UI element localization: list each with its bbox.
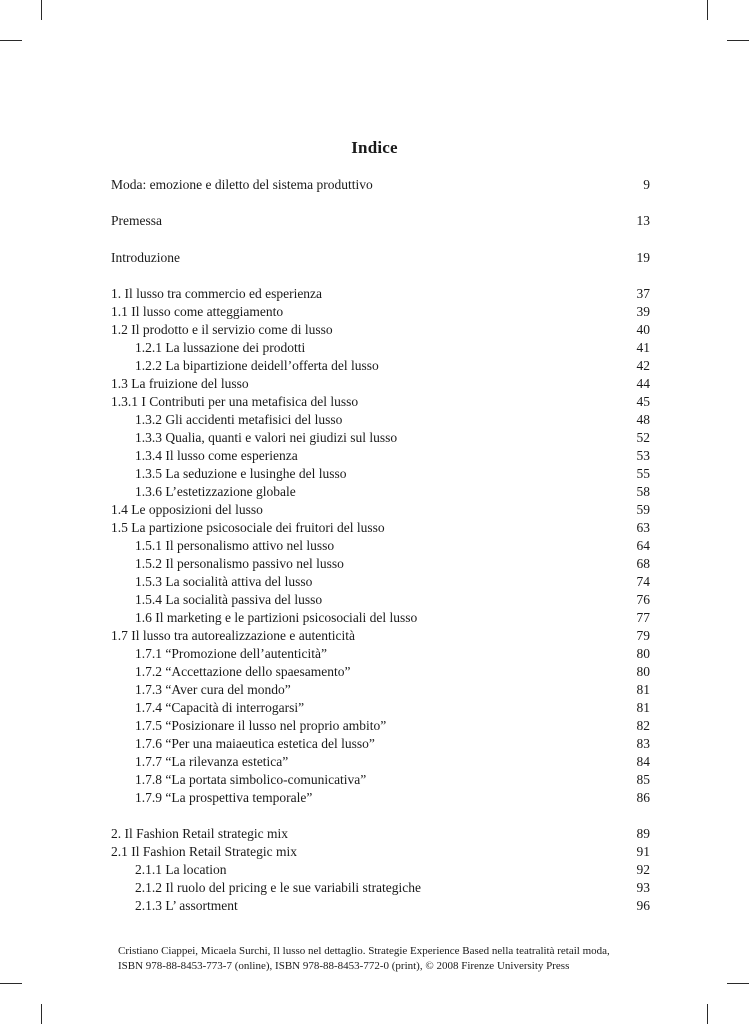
toc-entry[interactable] [111, 843, 650, 861]
toc-entry[interactable] [111, 591, 650, 609]
toc-entry-page-number: 45 [636, 394, 650, 409]
toc-entry-label: 1.7.3 “Aver cura del mondo” [135, 682, 291, 697]
footer-citation [118, 944, 678, 974]
toc-entry-page-number: 81 [636, 682, 650, 697]
toc-entry-label: 1.7.5 “Posizionare il lusso nel proprio ambito” [135, 718, 387, 733]
toc-entry-page-number: 48 [636, 412, 650, 427]
toc-entry-page-number: 92 [636, 862, 650, 877]
toc-entry-label: Premessa [111, 213, 162, 228]
toc-entry-label: 1.7.4 “Capacità di interrogarsi” [135, 700, 305, 715]
toc-entry[interactable] [111, 897, 650, 915]
toc-entry[interactable] [111, 861, 650, 879]
page-title: Indice [351, 138, 398, 157]
toc-entry[interactable] [111, 375, 650, 393]
toc-entry[interactable] [111, 699, 650, 717]
toc-entry[interactable] [111, 429, 650, 447]
toc-entry[interactable] [111, 555, 650, 573]
toc-entry-page-number: 52 [636, 430, 650, 445]
toc-entry[interactable] [111, 357, 650, 375]
crop-mark [41, 1004, 42, 1024]
toc-entry[interactable] [111, 645, 650, 663]
toc-entry-page-number: 80 [636, 646, 650, 661]
toc-entry-label: 1.5.4 La socialità passiva del lusso [135, 592, 323, 607]
toc-entry-page-number: 39 [636, 304, 650, 319]
toc-entry[interactable] [111, 249, 650, 267]
toc-entry-label: 1.5.3 La socialità attiva del lusso [135, 574, 313, 589]
toc-entry-page-number: 42 [636, 358, 650, 373]
crop-mark [727, 983, 749, 984]
toc-entry-page-number: 74 [636, 574, 650, 589]
toc-entry[interactable] [111, 321, 650, 339]
footer-line-2: ISBN 978-88-8453-773-7 (online), ISBN 978-88-8453-772-0 (print), © 2008 Firenze University Press [118, 960, 570, 972]
toc-entry-label: 1.5.1 Il personalismo attivo nel lusso [135, 538, 335, 553]
toc-entry-page-number: 63 [636, 520, 650, 535]
crop-mark [707, 1004, 708, 1024]
crop-mark [707, 0, 708, 20]
toc-entry-page-number: 82 [636, 718, 650, 733]
toc-entry[interactable] [111, 519, 650, 537]
toc-entry-label: 1.6 Il marketing e le partizioni psicosociali del lusso [135, 610, 418, 625]
toc-entry-label: 1.3.6 L’estetizzazione globale [135, 484, 296, 499]
toc-entry-page-number: 93 [636, 880, 650, 895]
toc-entry-page-number: 76 [636, 592, 650, 607]
toc-entry-label: 2. Il Fashion Retail strategic mix [111, 826, 288, 841]
toc-entry[interactable] [111, 537, 650, 555]
toc-entry-label: 2.1 Il Fashion Retail Strategic mix [111, 844, 297, 859]
toc-entry-label: 1.7.2 “Accettazione dello spaesamento” [135, 664, 351, 679]
toc-entry-page-number: 79 [636, 628, 650, 643]
toc-entry[interactable] [111, 212, 650, 230]
toc-entry-label: 1.3.3 Qualia, quanti e valori nei giudizi sul lusso [135, 430, 398, 445]
toc-entry[interactable] [111, 483, 650, 501]
toc-entry-label: 1.7.1 “Promozione dell’autenticità” [135, 646, 327, 661]
toc-entry[interactable] [111, 825, 650, 843]
toc-entry[interactable] [111, 411, 650, 429]
toc-entry-label: 2.1.3 L’ assortment [135, 898, 238, 913]
toc-entry-page-number: 40 [636, 322, 650, 337]
toc-entry-page-number: 44 [636, 376, 650, 391]
toc-entry[interactable] [111, 789, 650, 807]
toc-entry[interactable] [111, 339, 650, 357]
toc-entry-page-number: 13 [636, 213, 650, 228]
toc-entry-page-number: 59 [636, 502, 650, 517]
toc-entry-page-number: 85 [636, 772, 650, 787]
toc-entry-page-number: 9 [643, 177, 650, 192]
toc-entry[interactable] [111, 303, 650, 321]
toc-entry-page-number: 41 [636, 340, 650, 355]
toc-entry-page-number: 89 [636, 826, 650, 841]
toc-entry-label: 1.5 La partizione psicosociale dei fruitori del lusso [111, 520, 385, 535]
toc-entry[interactable] [111, 573, 650, 591]
toc-entry-label: Moda: emozione e diletto del sistema produttivo [111, 177, 373, 192]
toc-entry[interactable] [111, 717, 650, 735]
toc-entry-page-number: 55 [636, 466, 650, 481]
toc-entry-label: 1.2.2 La bipartizione deidell’offerta del lusso [135, 358, 379, 373]
toc-entry[interactable] [111, 285, 650, 303]
toc-entry[interactable] [111, 879, 650, 897]
crop-mark [41, 0, 42, 20]
toc-entry-page-number: 91 [636, 844, 650, 859]
toc-entry[interactable] [111, 627, 650, 645]
toc-entry-label: 1.1 Il lusso come atteggiamento [111, 304, 284, 319]
toc-entry-label: Introduzione [111, 250, 180, 265]
toc-entry[interactable] [111, 501, 650, 519]
footer-line-1: Cristiano Ciappei, Micaela Surchi, Il lusso nel dettaglio. Strategie Experience Based nella teatralità retail moda, [118, 945, 610, 957]
toc-entry-page-number: 81 [636, 700, 650, 715]
toc-entry[interactable] [111, 393, 650, 411]
toc-entry-label: 1.7.9 “La prospettiva temporale” [135, 790, 313, 805]
toc-entry[interactable] [111, 609, 650, 627]
toc-entry-label: 2.1.1 La location [135, 862, 227, 877]
toc-entry-label: 2.1.2 Il ruolo del pricing e le sue variabili strategiche [135, 880, 422, 895]
toc-entry-label: 1.3.1 I Contributi per una metafisica del lusso [111, 394, 359, 409]
toc-entry-label: 1.3.2 Gli accidenti metafisici del lusso [135, 412, 343, 427]
toc-entry-label: 1.7 Il lusso tra autorealizzazione e autenticità [111, 628, 356, 643]
toc-entry[interactable] [111, 681, 650, 699]
toc-entry-label: 1.3.4 Il lusso come esperienza [135, 448, 298, 463]
toc-entry-label: 1.4 Le opposizioni del lusso [111, 502, 263, 517]
toc-entry-page-number: 84 [636, 754, 650, 769]
toc-entry-page-number: 68 [636, 556, 650, 571]
toc-entry-page-number: 83 [636, 736, 650, 751]
toc-entry-page-number: 37 [636, 286, 650, 301]
toc-entry-label: 1.5.2 Il personalismo passivo nel lusso [135, 556, 344, 571]
toc-entry[interactable] [111, 771, 650, 789]
toc-entry[interactable] [111, 465, 650, 483]
crop-mark [0, 983, 22, 984]
toc-entry[interactable] [111, 735, 650, 753]
toc-entry-label: 1.2.1 La lussazione dei prodotti [135, 340, 306, 355]
toc-entry[interactable] [111, 447, 650, 465]
toc-entry-page-number: 19 [636, 250, 650, 265]
toc-entry[interactable] [111, 663, 650, 681]
crop-mark [727, 40, 749, 41]
toc-entry-page-number: 77 [636, 610, 650, 625]
toc-entry-label: 1.3 La fruizione del lusso [111, 376, 249, 391]
toc-entry-label: 1.7.6 “Per una maiaeutica estetica del lusso” [135, 736, 375, 751]
toc-entry-page-number: 58 [636, 484, 650, 499]
toc-entry-label: 1.3.5 La seduzione e lusinghe del lusso [135, 466, 347, 481]
toc-entry[interactable] [111, 753, 650, 771]
toc-entry-page-number: 80 [636, 664, 650, 679]
toc-entry-label: 1.7.8 “La portata simbolico-comunicativa” [135, 772, 367, 787]
toc-entry[interactable] [111, 176, 650, 194]
toc-entry-label: 1.7.7 “La rilevanza estetica” [135, 754, 289, 769]
toc-entry-label: 1. Il lusso tra commercio ed esperienza [111, 286, 323, 301]
toc-entry-page-number: 86 [636, 790, 650, 805]
toc-entry-page-number: 53 [636, 448, 650, 463]
toc-entry-label: 1.2 Il prodotto e il servizio come di lusso [111, 322, 333, 337]
crop-mark [0, 40, 22, 41]
toc-entry-page-number: 64 [636, 538, 650, 553]
toc-entry-page-number: 96 [636, 898, 650, 913]
